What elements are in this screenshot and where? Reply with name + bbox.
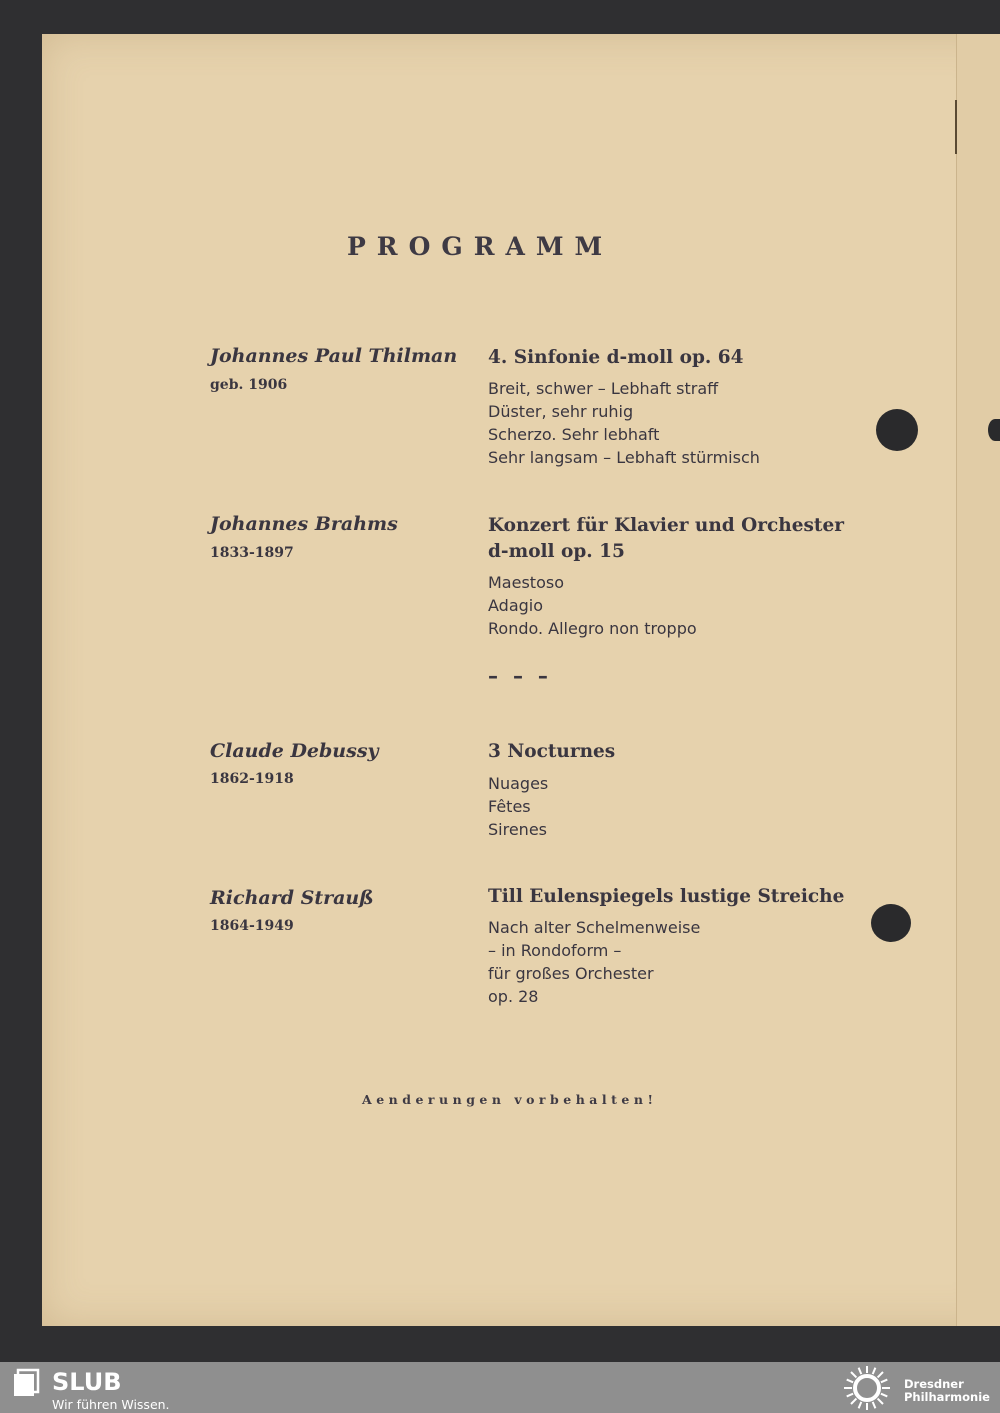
philharmonie-name-line: Philharmonie — [904, 1390, 990, 1404]
movement-list — [488, 916, 700, 1008]
movement-item: Sirenes — [488, 820, 547, 839]
philharmonie-logo-icon — [842, 1365, 892, 1411]
work-title — [488, 513, 844, 565]
movement-item: Adagio — [488, 596, 544, 615]
composer-name: Richard Strauß — [210, 887, 374, 909]
program-sheet — [42, 34, 1000, 1326]
movement-item: Nuages — [488, 774, 549, 793]
movement-item: Breit, schwer – Lebhaft straff — [488, 379, 719, 398]
slub-logo-text: SLUB — [52, 1368, 122, 1396]
philharmonie-name-line: Dresdner — [904, 1377, 964, 1391]
work-title-line: 4. Sinfonie d-moll op. 64 — [488, 347, 744, 368]
punch-hole — [988, 419, 1000, 441]
composer-dates: geb. 1906 — [210, 377, 288, 393]
page-title: PROGRAMM — [347, 232, 614, 261]
composer-dates: 1833-1897 — [210, 545, 294, 561]
movement-item: Düster, sehr ruhig — [488, 402, 634, 421]
slub-logo-icon — [12, 1368, 40, 1398]
viewer-footer — [0, 1362, 1000, 1413]
fold-mark — [955, 100, 957, 154]
movement-item: Rondo. Allegro non troppo — [488, 619, 697, 638]
composer-dates: 1864-1949 — [210, 918, 294, 934]
work-title-line: 3 Nocturnes — [488, 741, 616, 762]
composer-name: Johannes Paul Thilman — [210, 345, 458, 367]
movement-item: – in Rondoform – — [488, 941, 622, 960]
work-title — [488, 739, 615, 765]
work-title-line: Konzert für Klavier und Orchester — [488, 515, 844, 536]
work-title — [488, 345, 744, 371]
punch-hole — [876, 409, 918, 451]
punch-hole — [871, 904, 911, 942]
work-title — [488, 884, 844, 910]
movement-list — [488, 377, 760, 469]
work-title-line: d-moll op. 15 — [488, 541, 625, 562]
movement-list — [488, 571, 697, 640]
movement-item: für großes Orchester — [488, 964, 654, 983]
philharmonie-logo-text — [904, 1378, 990, 1404]
movement-list — [488, 772, 548, 841]
work-title-line: Till Eulenspiegels lustige Streiche — [488, 886, 845, 907]
page-fold — [956, 34, 1000, 1326]
movement-item: Maestoso — [488, 573, 564, 592]
movement-item: op. 28 — [488, 987, 539, 1006]
changes-notice: Aenderungen vorbehalten! — [362, 1092, 658, 1107]
movement-item: Sehr langsam – Lebhaft stürmisch — [488, 448, 760, 467]
composer-dates: 1862-1918 — [210, 771, 294, 787]
composer-name: Johannes Brahms — [210, 513, 398, 535]
movement-item: Scherzo. Sehr lebhaft — [488, 425, 660, 444]
movement-item: Nach alter Schelmenweise — [488, 918, 701, 937]
slub-tagline: Wir führen Wissen. — [52, 1397, 170, 1412]
composer-name: Claude Debussy — [210, 740, 379, 762]
intermission-separator: – – – — [488, 664, 552, 688]
movement-item: Fêtes — [488, 797, 531, 816]
